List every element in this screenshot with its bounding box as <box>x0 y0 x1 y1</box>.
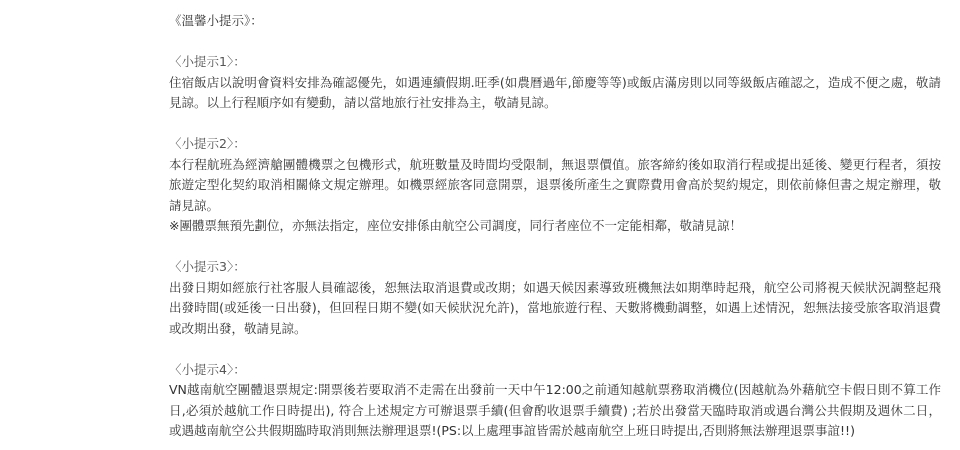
notice-heading: 《溫馨小提示》： <box>169 13 263 28</box>
spacer <box>169 237 941 258</box>
notice-content <box>169 11 941 442</box>
tip-title: 〈小提示2〉： <box>169 136 246 151</box>
tip-body <box>169 278 941 340</box>
tip-3 <box>169 257 941 339</box>
tip-paragraph: 本行程航班為經濟艙團體機票之包機形式，航班數量及時間均受限制，無退票價值。旅客締約後如取消行程或提出延後、變更行程者，須按旅遊定型化契約取消相關條文規定辦理。如機票經旅客同意開票，退票後所產生之實際費用會高於契約規定，則依前條但書之規定辦理，敬請見諒。 <box>169 156 941 213</box>
tip-body <box>169 73 941 114</box>
tip-1 <box>169 52 941 114</box>
spacer <box>169 339 941 360</box>
tip-body <box>169 155 941 237</box>
tip-paragraph: 出發日期如經旅行社客服人員確認後，恕無法取消退費或改期；如遇天候因素導致班機無法如期準時起飛，航空公司將視天候狀況調整起飛出發時間(或延後一日出發)，但回程日期不變(如天候狀況允許)，當地旅遊行程、天數將機動調整，如遇上述情況，恕無法接受旅客取消退費或改期出發，敬請見諒。 <box>169 279 941 336</box>
tip-note: ※團體票無預先劃位，亦無法指定，座位安排係由航空公司調度，同行者座位不一定能相鄰，敬請見諒！ <box>169 218 742 233</box>
tip-paragraph: VN越南航空團體退票規定:開票後若要取消不走需在出發前一天中午12:00之前通知越航票務取消機位(因越航為外藉航空卡假日則不算工作日,必須於越航工作日時提出), 符合上述規定方可辦退票手續(但會酌收退票手續費) ;若於出發當天臨時取消或遇台灣公共假期及週休二日，或遇越南航空公共假期臨時取消則無法辦理退票!(PS:以上處理事誼皆需於越南航空上班日時提出,否則將無法辦理退票事誼!!) <box>169 382 941 438</box>
tip-title: 〈小提示3〉： <box>169 259 246 274</box>
tip-paragraph: 住宿飯店以說明會資料安排為確認優先，如遇連續假期.旺季(如農曆過年,節慶等等)或飯店滿房則以同等級飯店確認之，造成不便之處，敬請見諒。以上行程順序如有變動，請以當地旅行社安排為主，敬請見諒。 <box>169 74 941 110</box>
tip-title: 〈小提示4〉： <box>169 361 246 377</box>
tip-body <box>169 380 941 442</box>
tip-2 <box>169 134 941 237</box>
tip-4 <box>169 360 941 442</box>
tip-title: 〈小提示1〉： <box>169 54 246 69</box>
spacer <box>169 32 941 53</box>
spacer <box>169 114 941 135</box>
